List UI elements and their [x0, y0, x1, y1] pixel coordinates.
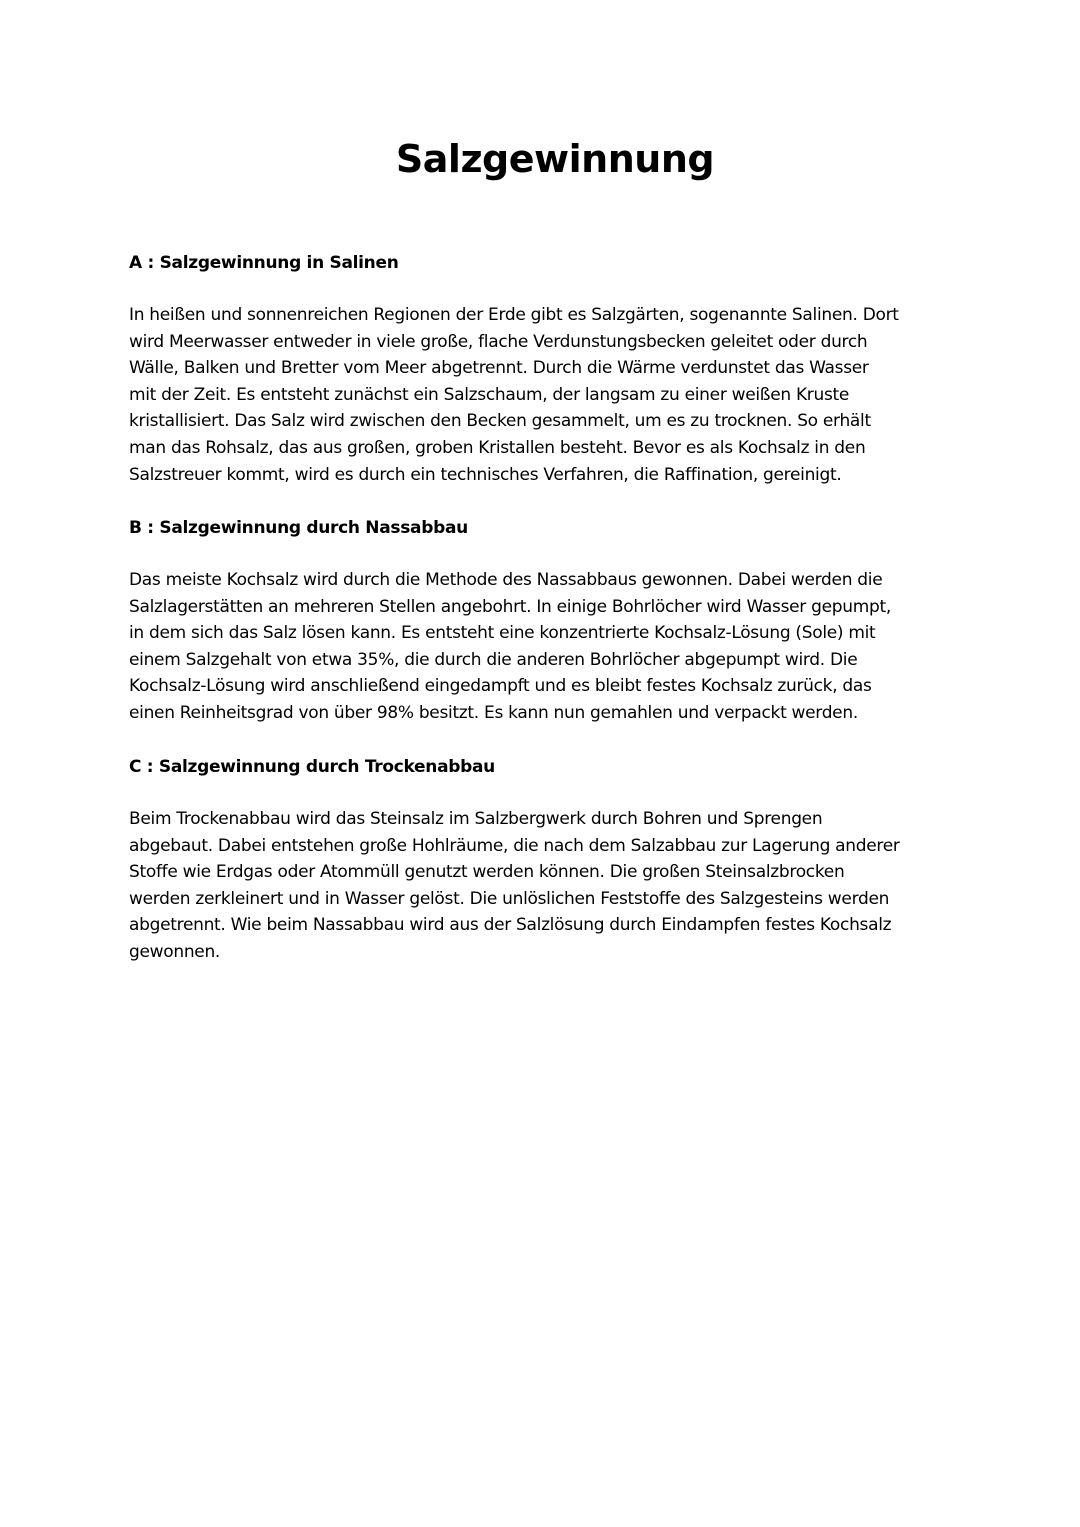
paragraph-line: mit der Zeit. Es entsteht zunächst ein Salzschaum, der langsam zu einer weißen Kruste	[129, 384, 850, 405]
section-heading-trockenabbau: C : Salzgewinnung durch Trockenabbau	[129, 757, 495, 777]
paragraph-line: Salzlagerstätten an mehreren Stellen angebohrt. In einige Bohrlöcher wird Wasser gepumpt,	[129, 596, 891, 617]
page-title: Salzgewinnung	[395, 137, 715, 181]
paragraph-line: Kochsalz-Lösung wird anschließend eingedampft und es bleibt festes Kochsalz zurück, das	[129, 676, 872, 697]
section-paragraph-salinen	[129, 302, 959, 488]
paragraph-line: abgetrennt. Wie beim Nassabbau wird aus der Salzlösung durch Eindampfen festes Kochsalz	[129, 915, 892, 936]
paragraph-line: einen Reinheitsgrad von über 98% besitzt. Es kann nun gemahlen und verpackt werden.	[129, 702, 858, 723]
paragraph-line: Das meiste Kochsalz wird durch die Methode des Nassabbaus gewonnen. Dabei werden die	[129, 570, 883, 590]
paragraph-line: in dem sich das Salz lösen kann. Es entsteht eine konzentrierte Kochsalz-Lösung (Sole) mit	[129, 623, 876, 644]
paragraph-line: kristallisiert. Das Salz wird zwischen den Becken gesammelt, um es zu trocknen. So erhält	[129, 411, 871, 432]
section-paragraph-nassabbau	[129, 567, 959, 727]
paragraph-line: Beim Trockenabbau wird das Steinsalz im Salzbergwerk durch Bohren und Sprengen	[129, 809, 823, 829]
paragraph-line: wird Meerwasser entweder in viele große, flache Verdunstungsbecken geleitet oder durch	[129, 331, 868, 352]
section-paragraph-trockenabbau	[129, 806, 959, 966]
section-heading-salinen: A : Salzgewinnung in Salinen	[129, 253, 399, 273]
paragraph-line: einem Salzgehalt von etwa 35%, die durch die anderen Bohrlöcher abgepumpt wird. Die	[129, 649, 858, 670]
paragraph-line: man das Rohsalz, das aus großen, groben Kristallen besteht. Bevor es als Kochsalz in den	[129, 437, 866, 458]
paragraph-line: Salzstreuer kommt, wird es durch ein technisches Verfahren, die Raffination, gereinigt.	[129, 464, 842, 485]
paragraph-line: abgebaut. Dabei entstehen große Hohlräume, die nach dem Salzabbau zur Lagerung anderer	[129, 835, 900, 856]
section-heading-nassabbau: B : Salzgewinnung durch Nassabbau	[129, 518, 468, 538]
paragraph-line: In heißen und sonnenreichen Regionen der Erde gibt es Salzgärten, sogenannte Salinen. Dort	[129, 305, 899, 325]
paragraph-line: gewonnen.	[129, 941, 221, 962]
paragraph-line: Wälle, Balken und Bretter vom Meer abgetrennt. Durch die Wärme verdunstet das Wasser	[129, 358, 869, 379]
paragraph-line: Stoffe wie Erdgas oder Atommüll genutzt werden können. Die großen Steinsalzbrocken	[129, 862, 845, 883]
paragraph-line: werden zerkleinert und in Wasser gelöst. Die unlöslichen Feststoffe des Salzgesteins werden	[129, 888, 890, 909]
